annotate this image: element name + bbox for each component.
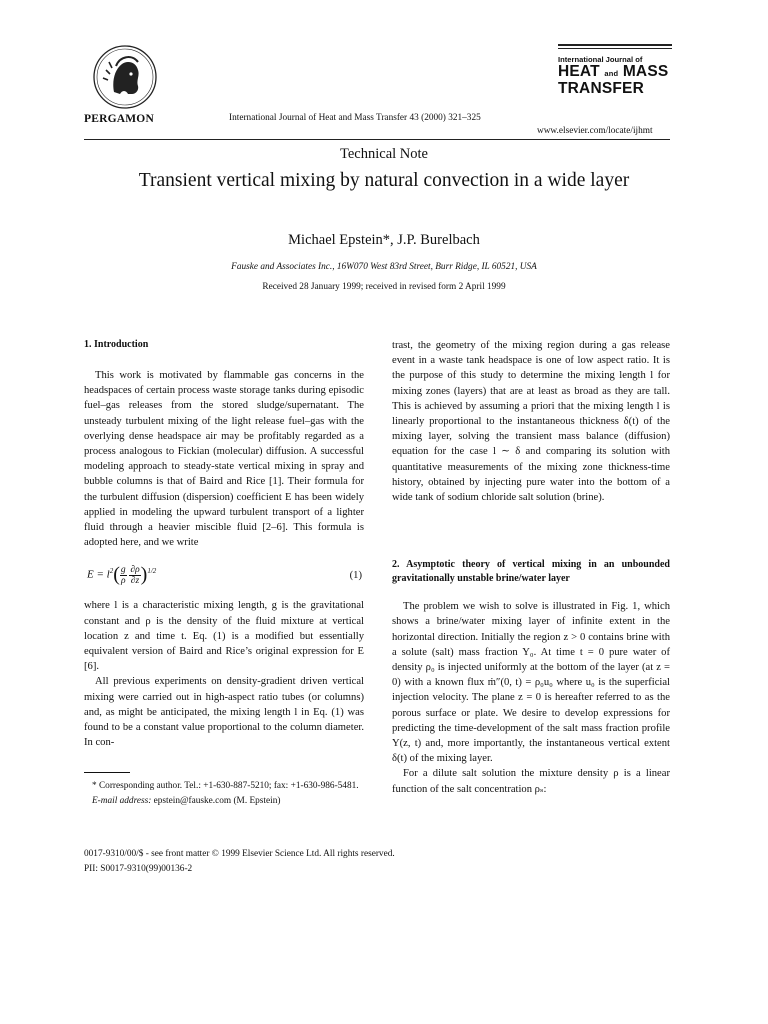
- journal-masthead-small: International Journal of: [558, 55, 643, 65]
- equation-power: 1/2: [147, 567, 157, 576]
- article-type: Technical Note: [340, 146, 428, 162]
- fraction-denominator: ∂z: [130, 576, 140, 587]
- footnotes: [84, 779, 364, 808]
- masthead-word-mass: MASS: [622, 63, 669, 81]
- equation-exponent: 2: [109, 567, 114, 576]
- left-column: [84, 338, 364, 750]
- pii-line: PII: S0017-9310(99)00136-2: [84, 863, 193, 874]
- fraction-denominator: ρ: [120, 576, 126, 587]
- fraction-g-rho: [120, 565, 127, 586]
- paragraph: All previous experiments on density-gradient driven vertical mixing were carried out in high-aspect ratio tubes (or columns) and, as might be anticipated, the mixing length l in Eq. (1) was found to be a constant value proportional to the column diameter. In con-: [84, 676, 364, 749]
- fraction-drho-dz: [129, 565, 140, 586]
- corresponding-author-note: * Corresponding author. Tel.: +1-630-887-5210; fax: +1-630-986-5481.: [92, 781, 359, 791]
- journal-masthead-line2: TRANSFER: [558, 80, 644, 98]
- fraction-numerator: ∂ρ: [130, 565, 140, 576]
- equation-number: (1): [349, 570, 362, 582]
- pergamon-logo: [92, 44, 158, 110]
- masthead-word-and: and: [604, 69, 619, 79]
- email-address[interactable]: epstein@fauske.com (M. Epstein): [153, 795, 281, 806]
- footnote-rule: [84, 772, 130, 773]
- paragraph: where l is a characteristic mixing length, g is the gravitational constant and ρ is the density of the fluid mixture at vertical location z and time t. Eq. (1) is a modified but essentially equivalent version of Baird and Rice’s original expression for E [6].: [84, 600, 364, 673]
- journal-url[interactable]: www.elsevier.com/locate/ijhmt: [537, 126, 653, 136]
- masthead-rule: [558, 44, 672, 46]
- email-label: E-mail address:: [92, 795, 152, 806]
- journal-masthead: [558, 44, 672, 96]
- copyright-line: 0017-9310/00/$ - see front matter © 1999 Elsevier Science Ltd. All rights reserved.: [84, 849, 395, 859]
- email-note: [84, 794, 364, 809]
- author-affiliation: Fauske and Associates Inc., 16W070 West 83rd Street, Burr Ridge, IL 60521, USA: [231, 262, 537, 272]
- journal-citation: International Journal of Heat and Mass Transfer 43 (2000) 321–325: [229, 113, 481, 123]
- section-heading-asymptotic-theory: 2. Asymptotic theory of vertical mixing in an unbounded gravitationally unstable brine/water layer: [392, 559, 670, 585]
- masthead-rule: [558, 48, 672, 50]
- journal-masthead-line1: [558, 64, 672, 81]
- copyright-block: [84, 847, 395, 876]
- paragraph: For a dilute salt solution the mixture density ρ is a linear function of the salt concentration ρₛ:: [392, 768, 670, 795]
- header-divider: [84, 139, 670, 140]
- paragraph: This work is motivated by flammable gas concerns in the headspaces of certain process waste storage tanks during episodic fuel–gas releases from the stored sludge/supernatant. The unsteady turbulent mixing of the light release fuel–gas with the overlying dense headspace air may be profitably regarded as a process analogous to Fickian (molecular) diffusion. A successful modeling approach to steady-state vertical mixing in spray and bubble columns is that of Baird and Rice [1]. Their formula for the turbulent diffusion (dispersion) coefficient E has been widely applied in modeling the upward turbulent transport of a lighter fluid through a heavier miscible fluid [2–6]. This formula is adopted here, and we write: [84, 370, 364, 549]
- received-dates: Received 28 January 1999; received in revised form 2 April 1999: [262, 282, 506, 292]
- paragraph: The problem we wish to solve is illustrated in Fig. 1, which shows a brine/water mixing layer of infinite extent in the horizontal direction. Initially the region z > 0 contains brine with a solute (salt) mass fraction Y₀. At time t = 0 pure water of density ρ₀ is injected uniformly at the bottom of the layer (at z = 0) with a known flux ṁ″(0, t) = ρ₀u₀ where u₀ is the superficial injection velocity. The plane z = 0 is hereafter referred to as the porous surface or plate. We desire to develop expressions for predicting the time-development of the salt mass fraction profile Y(z, t) and, more importantly, the instantaneous vertical extent δ(t) of the mixing layer.: [392, 601, 670, 765]
- article-title: Transient vertical mixing by natural convection in a wide layer: [138, 170, 630, 191]
- paragraph: trast, the geometry of the mixing region during a gas release event in a waste tank headspace is one of low aspect ratio. It is the purpose of this study to determine the mixing length l for mixing zones (layers) that are at least as broad as they are tall. This is achieved by assuming a priori that the mixing length l is linearly proportional to the instantaneous thickness δ(t) of the mixing layer, solving the transient mass balance (diffusion) equation for the case l ∼ δ and comparing its solution with quantitative measurements of the mixing zone thickness-time history, obtained by injecting pure water into the bottom of a wide tank of sodium chloride salt solution (brine).: [392, 340, 670, 504]
- equation-1-expression: $E = l^2$( $\frac{g}{\rho}$ $\frac{\partial\rho}{\partial z}$ )$^{1/2}$: [87, 563, 157, 587]
- section-heading-introduction: 1. Introduction: [84, 339, 149, 350]
- equation-1: [84, 558, 364, 588]
- publisher-name: PERGAMON: [84, 113, 154, 125]
- masthead-word-heat: HEAT: [558, 63, 600, 81]
- fraction-numerator: g: [120, 565, 126, 576]
- equation-lhs: E = l: [87, 569, 110, 582]
- right-column: [392, 338, 670, 797]
- article-authors: Michael Epstein*, J.P. Burelbach: [288, 232, 480, 248]
